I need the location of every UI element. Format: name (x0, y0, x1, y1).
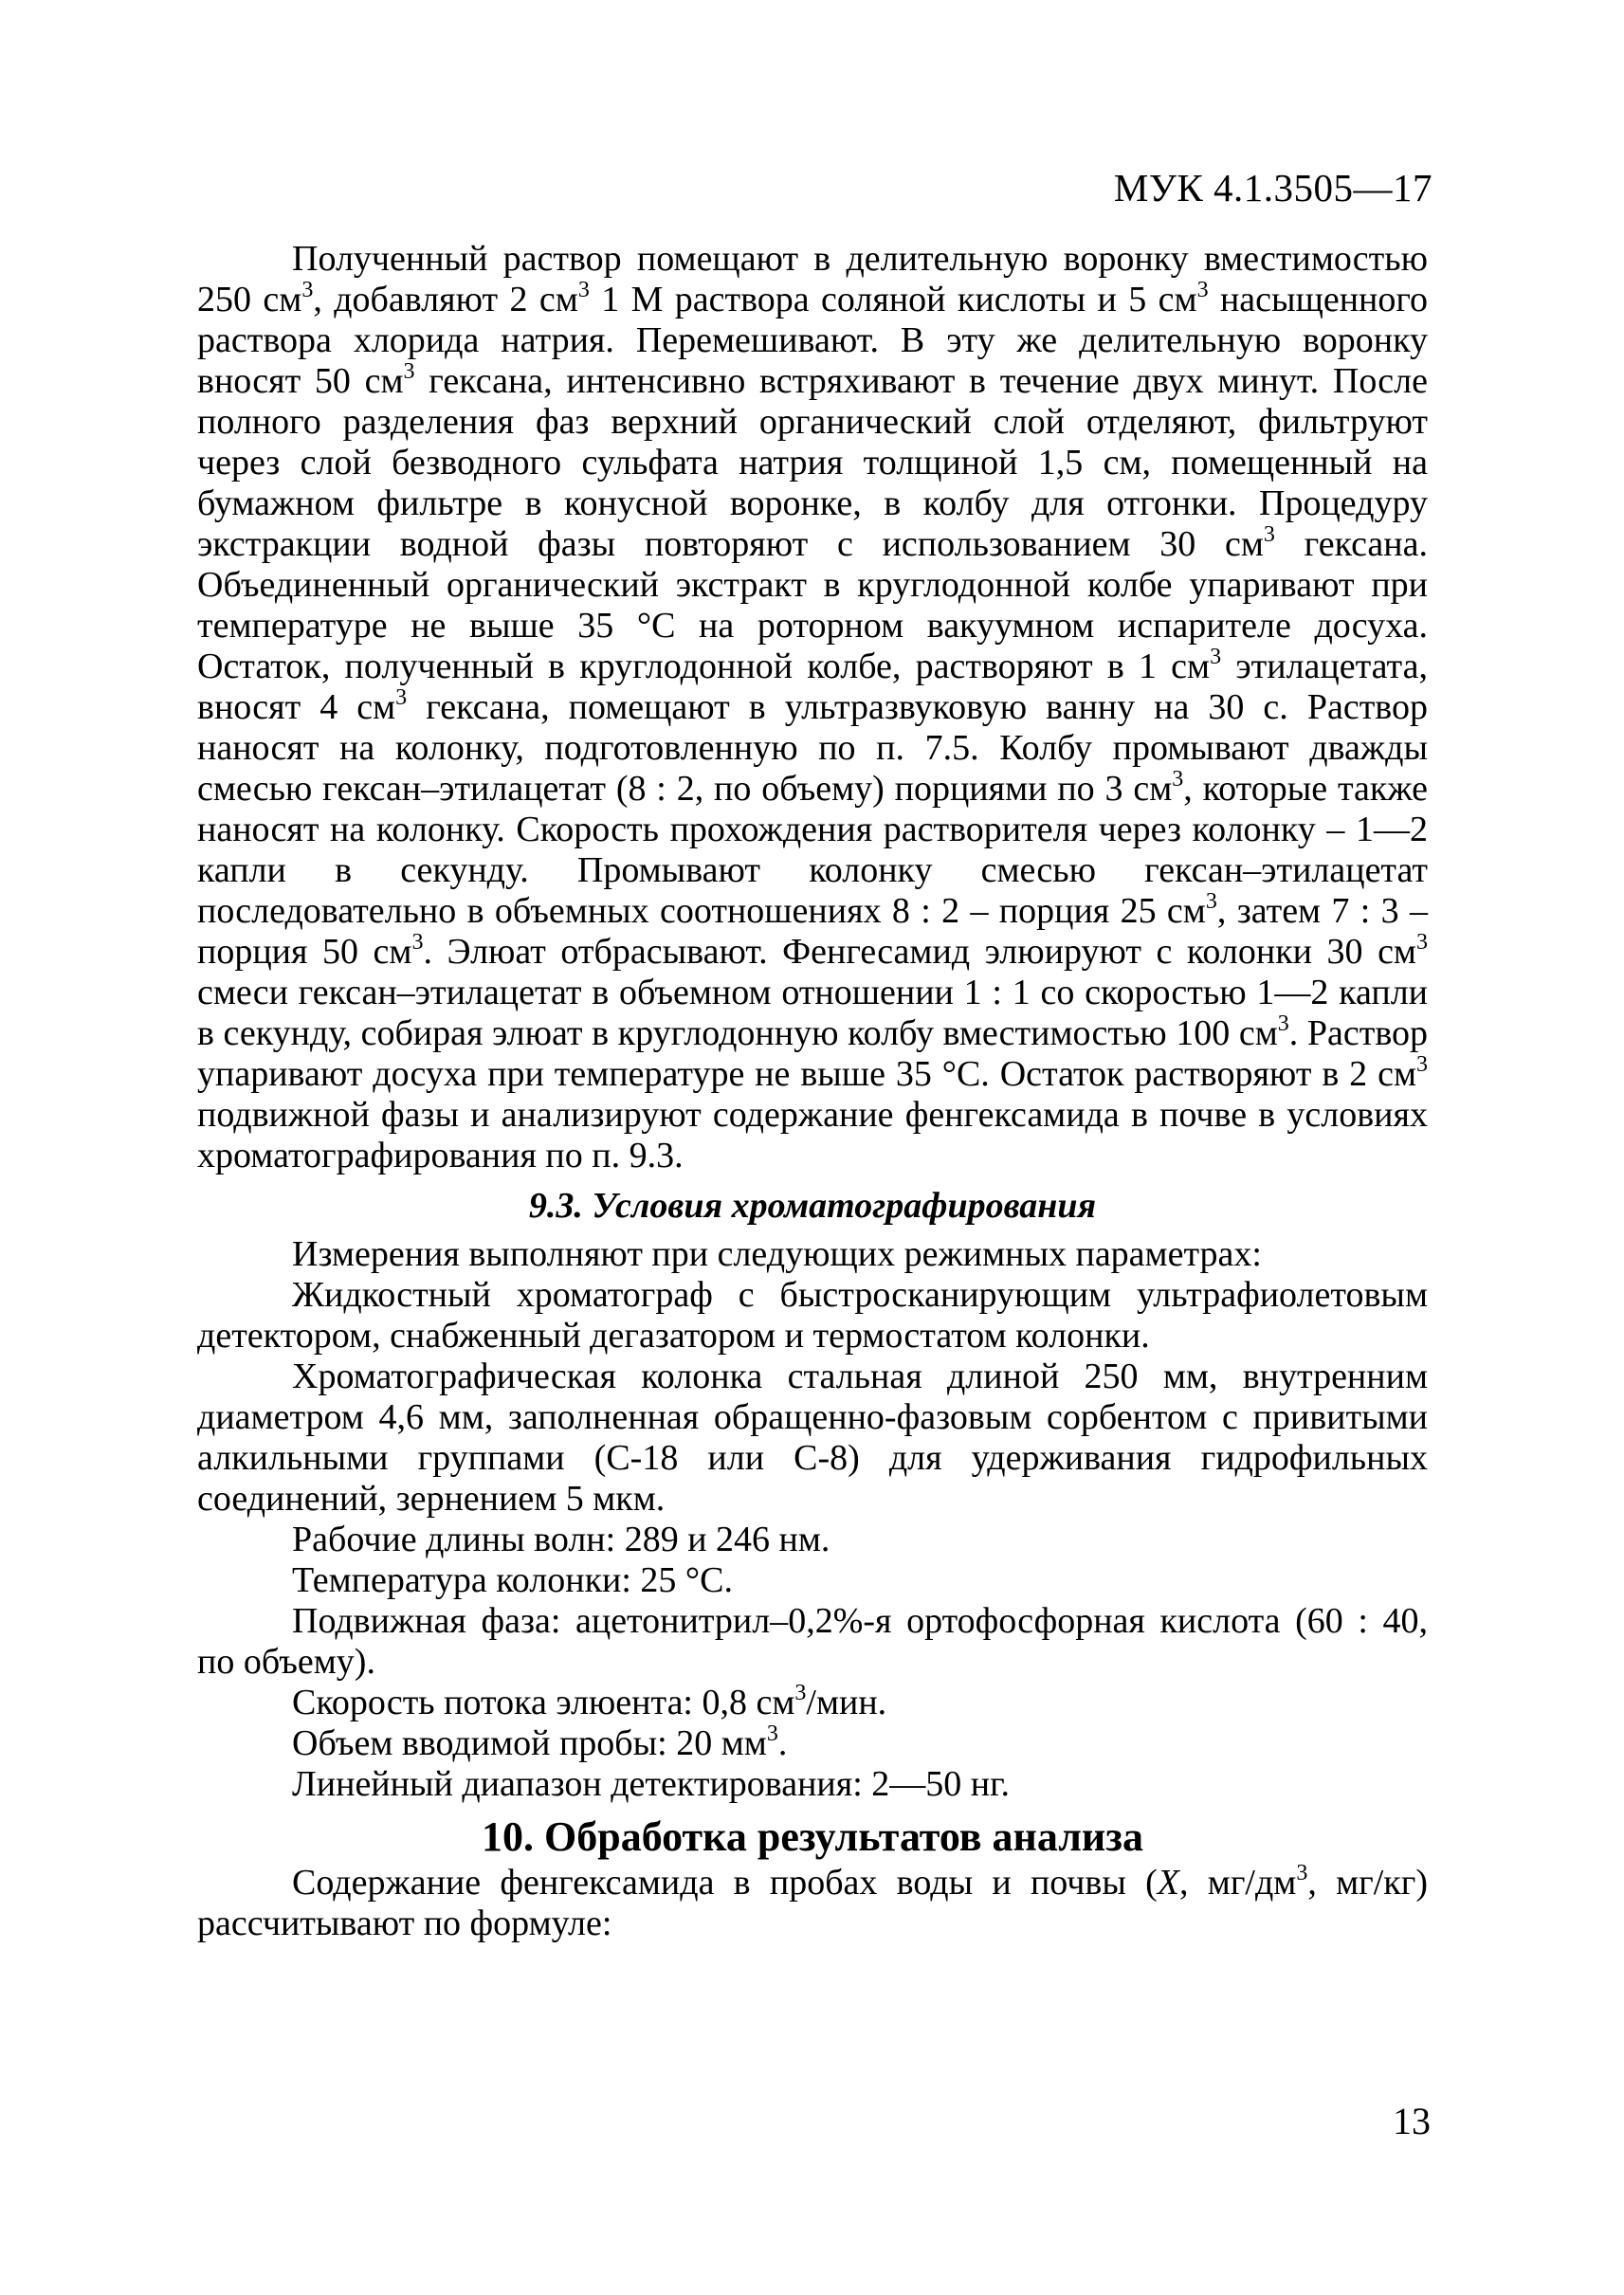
results-paragraph: Содержание фенгексамида в пробах воды и почвы (X, $мг/дм^3$, мг/кг) рассчитывают по формуле: (197, 1861, 1428, 1943)
injection-volume-line: Объем вводимой пробы: 20 $мм^3$. (292, 1721, 788, 1763)
conditions-intro: Измерения выполняют при следующих режимных параметрах: (292, 1234, 1262, 1274)
detection-range-line: Линейный диапазон детектирования: 2—50 нг. (292, 1764, 1010, 1804)
page-number: 13 (1393, 2100, 1431, 2142)
flow-rate-line: Скорость потока элюента: 0,8 $см^3$/мин. (292, 1681, 887, 1722)
detector-paragraph: Жидкостный хроматограф с быстросканирующим ультрафиолетовым детектором, снабженный дегазатором и термостатом колонки. (197, 1275, 1428, 1356)
page-body (197, 239, 1428, 1944)
section-10-title: 10. Обработка результатов анализа (482, 1813, 1143, 1860)
column-paragraph: Хроматографическая колонка стальная длиной 250 мм, внутренним диаметром 4,6 мм, заполненная обращенно-фазовым сорбентом с привитыми алкильными группами (С-18 или С-8) для удерживания гидрофильных соединений, зернением 5 мкм. (197, 1357, 1428, 1519)
procedure-paragraph: Полученный раствор помещают в делительную воронку вместимостью 250 $см^3$, добавляют 2 $см^3$ 1 М раствора соляной кислоты и 5 $см^3$ насыщенного раствора хлорида натрия. Перемешивают. В эту же делительную воронку вносят 50 $см^3$ гексана, интенсивно встряхивают в течение двух минут. После полного разделения фаз верхний органический слой отделяют, фильтруют через слой безводного сульфата натрия толщиной 1,5 см, помещенный на бумажном фильтре в конусной воронке, в колбу для отгонки. Процедуру экстракции водной фазы повторяют с использованием 30 $см^3$ гексана. Объединенный органический экстракт в круглодонной колбе упаривают при температуре не выше 35 °С на роторном вакуумном испарителе досуха. Остаток, полученный в круглодонной колбе, растворяют в 1 $см^3$ этилацетата, вносят 4 $см^3$ гексана, помещают в ультразвуковую ванну на 30 с. Раствор наносят на колонку, подготовленную по п. 7.5. Колбу промывают дважды смесью гексан–этилацетат (8 : 2, по объему) порциями по 3 $см^3$, которые также наносят на колонку. Скорость прохождения растворителя через колонку – 1—2 капли в секунду. Промывают колонку смесью гексан–этилацетат последовательно в объемных соотношениях 8 : 2 – порция 25 $см^3$, затем 7 : 3 – порция 50 $см^3$. Элюат отбрасывают. Фенгесамид элюируют с колонки 30 $см^3$ смеси гексан–этилацетат в объемном отношении 1 : 1 со скоростью 1—2 капли в секунду, собирая элюат в круглодонную колбу вместимостью 100 $см^3$. Раствор упаривают досуха при температуре не выше 35 °С. Остаток растворяют в 2 $см^3$ подвижной фазы и анализируют содержание фенгексамида в почве в условиях хроматографирования по п. 9.3. (197, 239, 1429, 1175)
temperature-line: Температура колонки: 25 °С. (292, 1560, 733, 1600)
document-code-header: МУК 4.1.3505—17 (1113, 166, 1432, 209)
mobile-phase-paragraph: Подвижная фаза: ацетонитрил–0,2%-я ортофосфорная кислота (60 : 40, по объему). (197, 1601, 1428, 1682)
section-9-3-title: 9.3. Условия хроматографирования (528, 1186, 1097, 1226)
wavelengths-line: Рабочие длины волн: 289 и 246 нм. (292, 1520, 830, 1559)
